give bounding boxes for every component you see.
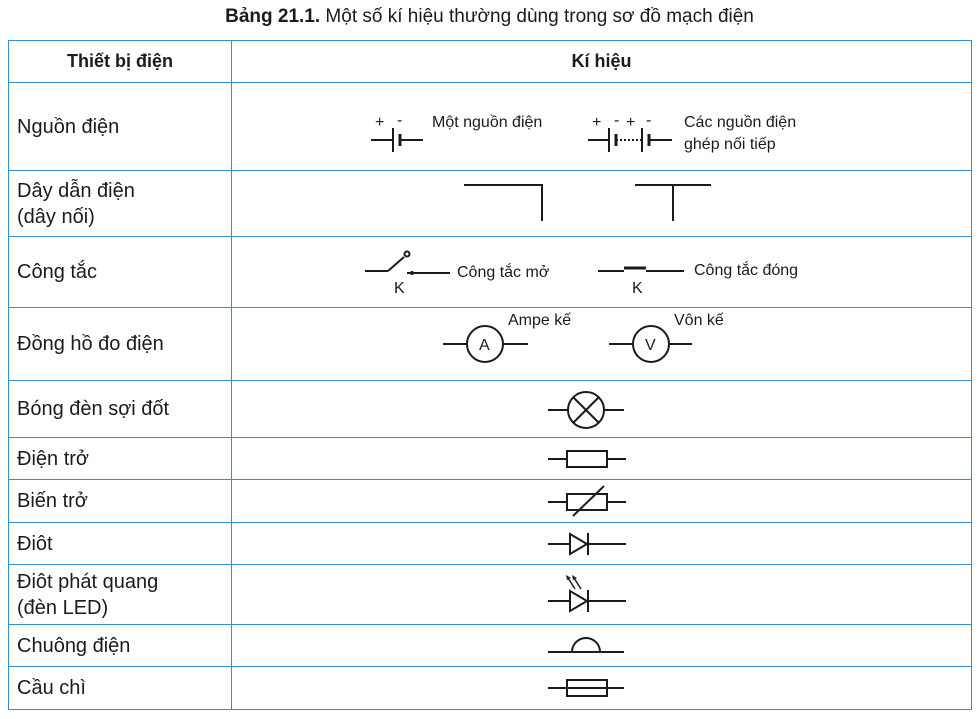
plus-sign: + xyxy=(592,114,602,131)
device-name-line1: Dây dẫn điện xyxy=(17,179,135,202)
row-resistor xyxy=(9,438,972,480)
device-name: Bóng đèn sợi đốt xyxy=(9,381,232,438)
closed-switch-symbol xyxy=(598,268,684,271)
symbol-cell xyxy=(232,237,972,308)
minus-sign: - xyxy=(397,112,403,129)
row-wire xyxy=(9,171,972,237)
table-caption xyxy=(0,6,979,28)
symbol-cell xyxy=(232,171,972,237)
resistor-symbol xyxy=(232,438,972,480)
bell-symbol xyxy=(232,625,972,667)
device-name: Điện trở xyxy=(9,438,232,480)
device-name: Điôt xyxy=(9,523,232,565)
header-device: Thiết bị điện xyxy=(9,41,232,83)
row-bell xyxy=(9,625,972,667)
symbol-cell xyxy=(232,565,972,625)
voltmeter-label: Vôn kế xyxy=(674,312,724,329)
plus-sign: + xyxy=(626,114,636,131)
bulb-symbol xyxy=(232,381,972,438)
switch-k-label: K xyxy=(394,280,405,297)
device-name xyxy=(9,171,232,237)
symbol-cell xyxy=(232,667,972,710)
switch-closed-label: Công tắc đóng xyxy=(694,262,799,279)
symbol-cell xyxy=(232,480,972,523)
minus-sign: - xyxy=(614,112,620,129)
device-name: Cầu chì xyxy=(9,667,232,710)
open-switch-symbol xyxy=(365,252,450,274)
row-meter xyxy=(9,308,972,381)
device-name-line1: Điôt phát quang xyxy=(17,570,159,593)
device-name xyxy=(9,565,232,625)
plus-sign: + xyxy=(375,114,385,131)
header-symbol: Kí hiệu xyxy=(232,41,972,83)
fuse-symbol xyxy=(232,667,972,710)
row-fuse xyxy=(9,667,972,710)
led-symbol xyxy=(232,565,972,625)
row-led xyxy=(9,565,972,625)
symbols-table xyxy=(8,40,972,710)
device-name-line2: (đèn LED) xyxy=(17,596,109,619)
ammeter-letter: A xyxy=(479,337,490,354)
battery-symbol xyxy=(232,83,972,171)
row-bulb xyxy=(9,381,972,438)
caption-label: Bảng 21.1. xyxy=(225,6,321,27)
row-power-source xyxy=(9,83,972,171)
series-battery-symbol xyxy=(588,128,672,152)
symbol-cell xyxy=(232,438,972,480)
row-diode xyxy=(9,523,972,565)
switch-symbols xyxy=(232,237,972,308)
switch-open-label: Công tắc mở xyxy=(457,264,550,281)
symbol-cell xyxy=(232,625,972,667)
device-name: Công tắc xyxy=(9,237,232,308)
symbol-cell xyxy=(232,381,972,438)
series-sources-label-2: ghép nối tiếp xyxy=(684,136,776,153)
symbol-cell xyxy=(232,83,972,171)
device-name: Biến trở xyxy=(9,480,232,523)
device-name: Nguồn điện xyxy=(9,83,232,171)
header-row xyxy=(9,41,972,83)
device-name: Đồng hồ đo điện xyxy=(9,308,232,381)
series-sources-label-1: Các nguồn điện xyxy=(684,114,797,131)
row-rheostat xyxy=(9,480,972,523)
one-source-label: Một nguồn điện xyxy=(432,114,543,131)
ammeter-label: Ampe kế xyxy=(508,312,572,329)
wire-symbols xyxy=(232,171,972,237)
row-switch xyxy=(9,237,972,308)
switch-k-label: K xyxy=(632,280,643,297)
diode-symbol xyxy=(232,523,972,565)
device-name: Chuông điện xyxy=(9,625,232,667)
device-name-line2: (dây nối) xyxy=(17,205,95,228)
caption-text: Một số kí hiệu thường dùng trong sơ đồ mạch điện xyxy=(320,6,754,27)
meter-symbols xyxy=(232,308,972,381)
symbol-cell xyxy=(232,308,972,381)
symbol-cell xyxy=(232,523,972,565)
rheostat-symbol xyxy=(232,480,972,523)
voltmeter-letter: V xyxy=(645,337,656,354)
minus-sign: - xyxy=(646,112,652,129)
